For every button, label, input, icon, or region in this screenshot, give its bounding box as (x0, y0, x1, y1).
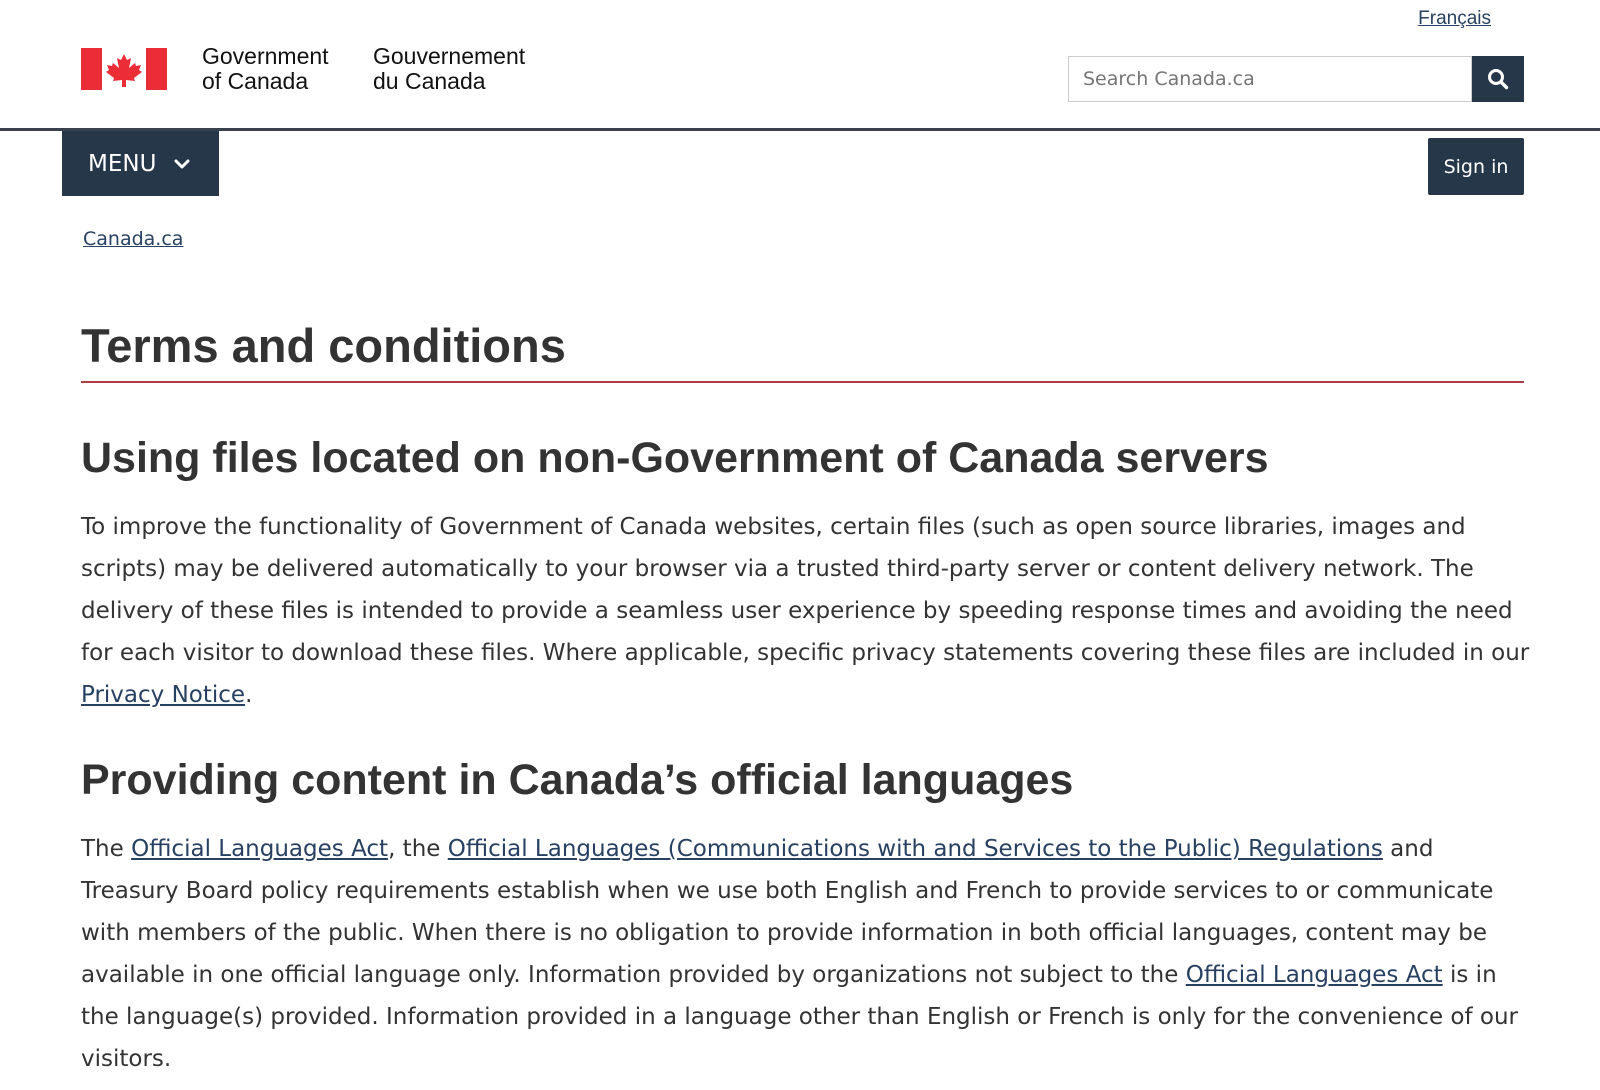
search-icon (1487, 68, 1509, 90)
breadcrumb (83, 228, 183, 250)
page-title: Terms and conditions (81, 319, 566, 372)
gov-name-fr-line1: Gouvernement (373, 43, 526, 69)
language-toggle-link[interactable]: Français (1418, 8, 1491, 29)
gov-name-en-line1: Government (202, 43, 329, 69)
gov-name-fr-line2: du Canada (373, 68, 486, 94)
sign-in-button[interactable]: Sign in (1428, 138, 1524, 195)
canada-flag-icon (81, 48, 167, 90)
text-segment: The (81, 836, 132, 862)
gov-name-en-line2: of Canada (202, 68, 309, 94)
chevron-down-icon (174, 158, 190, 170)
text-segment: , the (388, 836, 448, 862)
title-underline (81, 381, 1524, 383)
search-input[interactable] (1068, 56, 1472, 102)
section-heading-languages: Providing content in Canada’s official languages (81, 756, 1074, 804)
official-languages-regulations-link[interactable]: Official Languages (Communications with and Services to the Public) Regulations (447, 836, 1383, 862)
menu-label: MENU (88, 150, 157, 177)
privacy-notice-link[interactable]: Privacy Notice (81, 682, 246, 708)
text-segment: and Treasury Board policy requirements establish when we use both English and French to provide services to or communicate with members of the public. When there is no obligation to provide information in both official languages, content may be available in one official language only. Information provided by organizations not subject to the (81, 836, 1494, 988)
gov-name-en (202, 44, 329, 94)
text-segment: . (245, 682, 253, 708)
text-segment: To improve the functionality of Government of Canada websites, certain files (such as open source libraries, images and scripts) may be delivered automatically to your browser via a trusted third-party server or content delivery network. The delivery of these files is intended to provide a seamless user experience by speeding response times and avoiding the need for each visitor to download these files. Where applicable, specific privacy statements covering these files are included in our (81, 514, 1530, 666)
header-divider (0, 128, 1600, 131)
section-text-languages (81, 828, 1531, 1080)
section-heading-files: Using files located on non-Government of Canada servers (81, 434, 1269, 482)
search-button[interactable] (1472, 56, 1524, 102)
official-languages-act-link-2[interactable]: Official Languages Act (1185, 962, 1443, 988)
text-segment: is in the language(s) provided. Information provided in a language other than English or French is only for the convenience of our visitors. (81, 962, 1518, 1072)
section-text-files (81, 506, 1531, 716)
breadcrumb-link-home[interactable]: Canada.ca (83, 228, 184, 250)
gov-name-fr (373, 44, 525, 94)
official-languages-act-link[interactable]: Official Languages Act (131, 836, 389, 862)
menu-button[interactable] (62, 131, 219, 196)
